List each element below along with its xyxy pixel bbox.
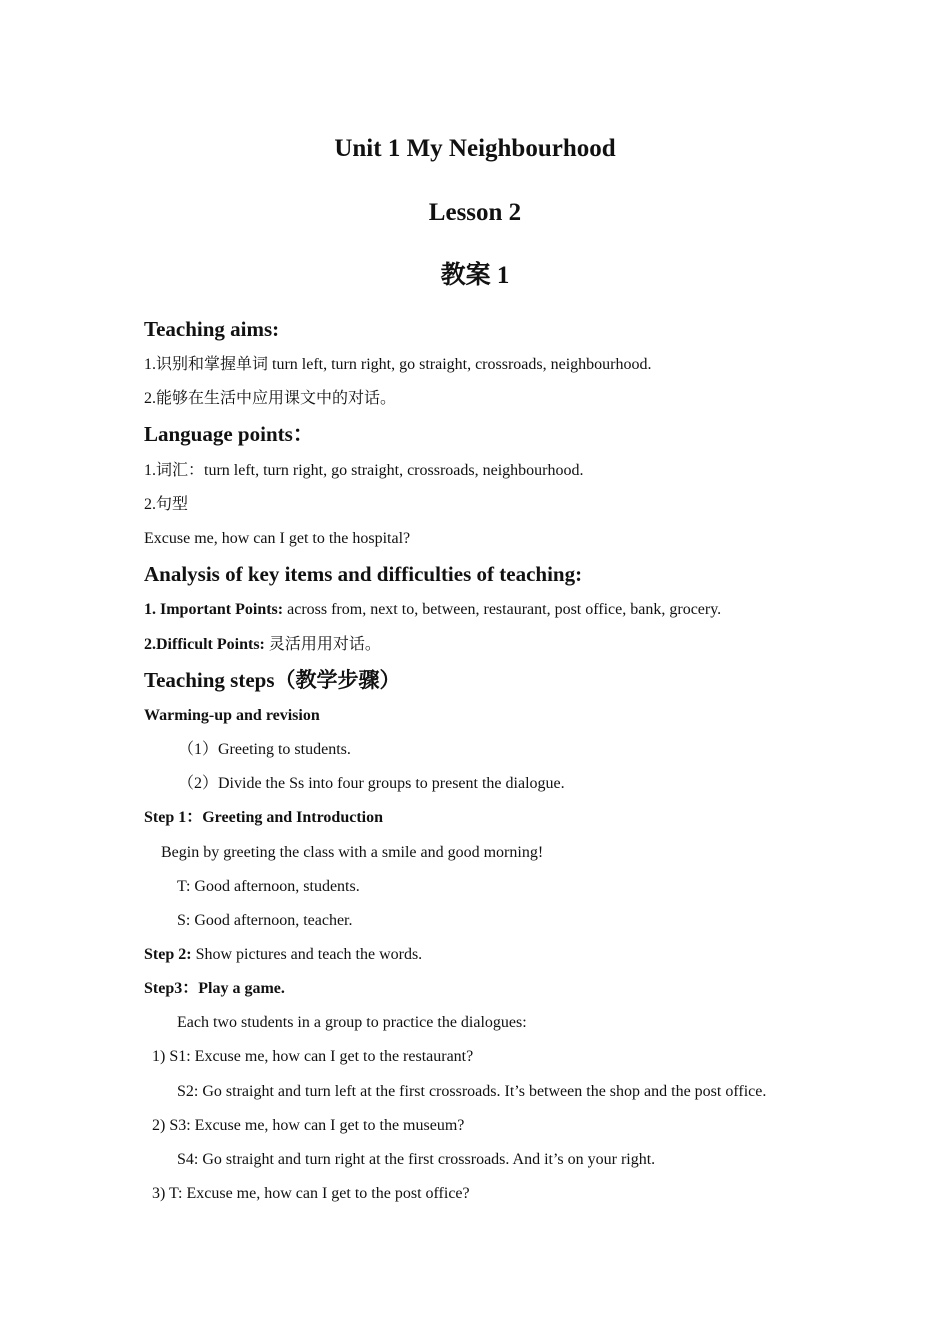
important-points-label: 1. Important Points: [144,601,284,618]
step1-student-line: S: Good afternoon, teacher. [177,912,353,929]
step1-text: Begin by greeting the class with a smile and good morning! [161,844,544,861]
warmup-item-2: （2）Divide the Ss into four groups to present the dialogue. [178,775,565,792]
lesson-title: Lesson 2 [428,199,522,226]
step2-text: Show pictures and teach the words. [191,946,423,963]
vocabulary-line: 1.词汇：turn left, turn right, go straight, crossroads, neighbourhood. [144,462,584,479]
teaching-steps-heading: Teaching steps（教学步骤） [144,668,401,692]
step3-heading: Step3：Play a game. [144,980,285,997]
difficult-points-label: 2.Difficult Points: [144,636,265,653]
warmup-heading: Warming-up and revision [144,707,320,724]
warmup-item-1: （1）Greeting to students. [178,741,351,758]
step2-line [144,945,422,965]
step2-label: Step 2: [144,946,192,963]
dialogue-1-answer: S2: Go straight and turn left at the first crossroads. It’s between the shop and the post office. [177,1083,767,1100]
dialogue-2-question: 2) S3: Excuse me, how can I get to the museum? [152,1117,465,1134]
language-points-heading: Language points： [144,422,314,446]
dialogue-2-answer: S4: Go straight and turn right at the first crossroads. And it’s on your right. [177,1151,656,1168]
analysis-heading: Analysis of key items and difficulties of teaching: [144,562,583,586]
important-points-text: across from, next to, between, restaurant, post office, bank, grocery. [283,601,722,618]
important-points-line [144,600,721,620]
aim-item-1: 1.识别和掌握单词 turn left, turn right, go straight, crossroads, neighbourhood. [144,356,652,373]
sentence-example: Excuse me, how can I get to the hospital? [144,530,411,547]
difficult-points-line [144,635,381,655]
dialogue-3-question: 3) T: Excuse me, how can I get to the post office? [152,1185,470,1202]
unit-title: Unit 1 My Neighbourhood [334,135,616,162]
plan-title: 教案 1 [440,262,510,289]
step3-intro: Each two students in a group to practice the dialogues: [177,1014,527,1031]
step1-teacher-line: T: Good afternoon, students. [177,878,360,895]
step1-heading: Step 1：Greeting and Introduction [144,809,383,826]
teaching-aims-heading: Teaching aims: [144,317,280,341]
sentence-pattern-label: 2.句型 [144,496,189,513]
aim-item-2: 2.能够在生活中应用课文中的对话。 [144,390,397,407]
difficult-points-text: 灵活用用对话。 [264,636,381,653]
dialogue-1-question: 1) S1: Excuse me, how can I get to the restaurant? [152,1048,474,1065]
